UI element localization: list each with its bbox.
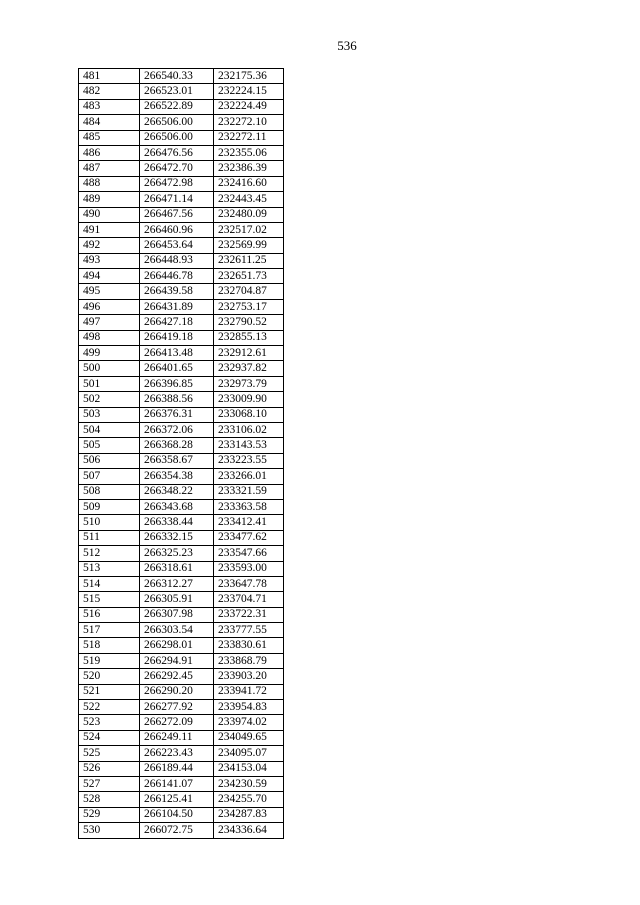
- x-coordinate-cell: 266249.11: [140, 730, 214, 745]
- y-coordinate-cell: 233223.55: [214, 453, 284, 468]
- y-coordinate-cell: 233830.61: [214, 638, 284, 653]
- x-coordinate-cell: 266446.78: [140, 269, 214, 284]
- x-coordinate-cell: 266104.50: [140, 807, 214, 822]
- table-row: [79, 715, 284, 730]
- x-coordinate-cell: 266368.28: [140, 438, 214, 453]
- y-coordinate-cell: 232937.82: [214, 361, 284, 376]
- point-number-cell: 505: [79, 438, 140, 453]
- point-number-cell: 496: [79, 299, 140, 314]
- x-coordinate-cell: 266332.15: [140, 530, 214, 545]
- y-coordinate-cell: 234255.70: [214, 792, 284, 807]
- x-coordinate-cell: 266292.45: [140, 669, 214, 684]
- table-row: [79, 222, 284, 237]
- table-row: [79, 761, 284, 776]
- point-number-cell: 489: [79, 192, 140, 207]
- table-row: [79, 130, 284, 145]
- point-number-cell: 520: [79, 669, 140, 684]
- y-coordinate-cell: 232855.13: [214, 330, 284, 345]
- table-row: [79, 592, 284, 607]
- table-row: [79, 253, 284, 268]
- y-coordinate-cell: 233903.20: [214, 669, 284, 684]
- coordinates-table-body: [79, 69, 284, 839]
- x-coordinate-cell: 266439.58: [140, 284, 214, 299]
- y-coordinate-cell: 232912.61: [214, 346, 284, 361]
- table-row: [79, 407, 284, 422]
- point-number-cell: 514: [79, 576, 140, 591]
- y-coordinate-cell: 233547.66: [214, 546, 284, 561]
- point-number-cell: 515: [79, 592, 140, 607]
- y-coordinate-cell: 233704.71: [214, 592, 284, 607]
- point-number-cell: 521: [79, 684, 140, 699]
- point-number-cell: 506: [79, 453, 140, 468]
- y-coordinate-cell: 233954.83: [214, 700, 284, 715]
- x-coordinate-cell: 266272.09: [140, 715, 214, 730]
- point-number-cell: 503: [79, 407, 140, 422]
- point-number-cell: 522: [79, 700, 140, 715]
- point-number-cell: 518: [79, 638, 140, 653]
- x-coordinate-cell: 266396.85: [140, 376, 214, 391]
- y-coordinate-cell: 233477.62: [214, 530, 284, 545]
- y-coordinate-cell: 234336.64: [214, 823, 284, 838]
- y-coordinate-cell: 233106.02: [214, 422, 284, 437]
- table-row: [79, 515, 284, 530]
- point-number-cell: 527: [79, 776, 140, 791]
- y-coordinate-cell: 233722.31: [214, 607, 284, 622]
- point-number-cell: 501: [79, 376, 140, 391]
- x-coordinate-cell: 266277.92: [140, 700, 214, 715]
- x-coordinate-cell: 266522.89: [140, 99, 214, 114]
- table-row: [79, 623, 284, 638]
- point-number-cell: 523: [79, 715, 140, 730]
- y-coordinate-cell: 232386.39: [214, 161, 284, 176]
- point-number-cell: 507: [79, 469, 140, 484]
- y-coordinate-cell: 233777.55: [214, 623, 284, 638]
- point-number-cell: 502: [79, 392, 140, 407]
- table-row: [79, 176, 284, 191]
- y-coordinate-cell: 233266.01: [214, 469, 284, 484]
- table-row: [79, 161, 284, 176]
- table-row: [79, 284, 284, 299]
- x-coordinate-cell: 266312.27: [140, 576, 214, 591]
- table-row: [79, 653, 284, 668]
- point-number-cell: 509: [79, 499, 140, 514]
- y-coordinate-cell: 233321.59: [214, 484, 284, 499]
- table-row: [79, 776, 284, 791]
- y-coordinate-cell: 232272.11: [214, 130, 284, 145]
- x-coordinate-cell: 266298.01: [140, 638, 214, 653]
- y-coordinate-cell: 234230.59: [214, 776, 284, 791]
- table-row: [79, 346, 284, 361]
- x-coordinate-cell: 266141.07: [140, 776, 214, 791]
- x-coordinate-cell: 266471.14: [140, 192, 214, 207]
- point-number-cell: 511: [79, 530, 140, 545]
- y-coordinate-cell: 232443.45: [214, 192, 284, 207]
- y-coordinate-cell: 233647.78: [214, 576, 284, 591]
- x-coordinate-cell: 266467.56: [140, 207, 214, 222]
- y-coordinate-cell: 232224.15: [214, 84, 284, 99]
- y-coordinate-cell: 232517.02: [214, 222, 284, 237]
- point-number-cell: 517: [79, 623, 140, 638]
- y-coordinate-cell: 232175.36: [214, 69, 284, 84]
- point-number-cell: 485: [79, 130, 140, 145]
- table-row: [79, 330, 284, 345]
- y-coordinate-cell: 234287.83: [214, 807, 284, 822]
- table-row: [79, 238, 284, 253]
- table-row: [79, 145, 284, 160]
- x-coordinate-cell: 266401.65: [140, 361, 214, 376]
- x-coordinate-cell: 266358.67: [140, 453, 214, 468]
- point-number-cell: 488: [79, 176, 140, 191]
- table-row: [79, 746, 284, 761]
- x-coordinate-cell: 266338.44: [140, 515, 214, 530]
- y-coordinate-cell: 232480.09: [214, 207, 284, 222]
- x-coordinate-cell: 266376.31: [140, 407, 214, 422]
- table-row: [79, 422, 284, 437]
- point-number-cell: 526: [79, 761, 140, 776]
- table-row: [79, 669, 284, 684]
- point-number-cell: 510: [79, 515, 140, 530]
- table-row: [79, 546, 284, 561]
- y-coordinate-cell: 233868.79: [214, 653, 284, 668]
- x-coordinate-cell: 266472.70: [140, 161, 214, 176]
- y-coordinate-cell: 232224.49: [214, 99, 284, 114]
- point-number-cell: 482: [79, 84, 140, 99]
- point-number-cell: 524: [79, 730, 140, 745]
- x-coordinate-cell: 266125.41: [140, 792, 214, 807]
- table-row: [79, 438, 284, 453]
- y-coordinate-cell: 233068.10: [214, 407, 284, 422]
- y-coordinate-cell: 232272.10: [214, 115, 284, 130]
- y-coordinate-cell: 232753.17: [214, 299, 284, 314]
- table-row: [79, 99, 284, 114]
- x-coordinate-cell: 266290.20: [140, 684, 214, 699]
- x-coordinate-cell: 266523.01: [140, 84, 214, 99]
- table-row: [79, 607, 284, 622]
- point-number-cell: 530: [79, 823, 140, 838]
- y-coordinate-cell: 233941.72: [214, 684, 284, 699]
- point-number-cell: 504: [79, 422, 140, 437]
- table-row: [79, 792, 284, 807]
- point-number-cell: 529: [79, 807, 140, 822]
- point-number-cell: 497: [79, 315, 140, 330]
- x-coordinate-cell: 266343.68: [140, 499, 214, 514]
- table-row: [79, 530, 284, 545]
- y-coordinate-cell: 233974.02: [214, 715, 284, 730]
- table-row: [79, 269, 284, 284]
- x-coordinate-cell: 266413.48: [140, 346, 214, 361]
- x-coordinate-cell: 266354.38: [140, 469, 214, 484]
- table-row: [79, 361, 284, 376]
- x-coordinate-cell: 266223.43: [140, 746, 214, 761]
- point-number-cell: 499: [79, 346, 140, 361]
- table-row: [79, 561, 284, 576]
- point-number-cell: 512: [79, 546, 140, 561]
- table-row: [79, 807, 284, 822]
- table-row: [79, 392, 284, 407]
- point-number-cell: 490: [79, 207, 140, 222]
- point-number-cell: 484: [79, 115, 140, 130]
- point-number-cell: 481: [79, 69, 140, 84]
- point-number-cell: 519: [79, 653, 140, 668]
- table-row: [79, 315, 284, 330]
- table-row: [79, 453, 284, 468]
- table-row: [79, 469, 284, 484]
- x-coordinate-cell: 266460.96: [140, 222, 214, 237]
- table-row: [79, 484, 284, 499]
- table-row: [79, 576, 284, 591]
- y-coordinate-cell: 233593.00: [214, 561, 284, 576]
- y-coordinate-cell: 233143.53: [214, 438, 284, 453]
- table-row: [79, 84, 284, 99]
- y-coordinate-cell: 234153.04: [214, 761, 284, 776]
- x-coordinate-cell: 266318.61: [140, 561, 214, 576]
- x-coordinate-cell: 266506.00: [140, 115, 214, 130]
- table-row: [79, 192, 284, 207]
- x-coordinate-cell: 266431.89: [140, 299, 214, 314]
- y-coordinate-cell: 234095.07: [214, 746, 284, 761]
- point-number-cell: 528: [79, 792, 140, 807]
- table-row: [79, 638, 284, 653]
- point-number-cell: 500: [79, 361, 140, 376]
- coordinates-table: [78, 68, 284, 839]
- point-number-cell: 495: [79, 284, 140, 299]
- x-coordinate-cell: 266427.18: [140, 315, 214, 330]
- x-coordinate-cell: 266388.56: [140, 392, 214, 407]
- point-number-cell: 525: [79, 746, 140, 761]
- x-coordinate-cell: 266419.18: [140, 330, 214, 345]
- y-coordinate-cell: 232569.99: [214, 238, 284, 253]
- table-row: [79, 730, 284, 745]
- x-coordinate-cell: 266476.56: [140, 145, 214, 160]
- x-coordinate-cell: 266072.75: [140, 823, 214, 838]
- point-number-cell: 494: [79, 269, 140, 284]
- point-number-cell: 516: [79, 607, 140, 622]
- table-row: [79, 823, 284, 838]
- x-coordinate-cell: 266540.33: [140, 69, 214, 84]
- x-coordinate-cell: 266448.93: [140, 253, 214, 268]
- point-number-cell: 486: [79, 145, 140, 160]
- y-coordinate-cell: 233412.41: [214, 515, 284, 530]
- x-coordinate-cell: 266348.22: [140, 484, 214, 499]
- y-coordinate-cell: 232973.79: [214, 376, 284, 391]
- x-coordinate-cell: 266325.23: [140, 546, 214, 561]
- point-number-cell: 508: [79, 484, 140, 499]
- table-row: [79, 684, 284, 699]
- x-coordinate-cell: 266303.54: [140, 623, 214, 638]
- table-row: [79, 115, 284, 130]
- point-number-cell: 487: [79, 161, 140, 176]
- y-coordinate-cell: 232611.25: [214, 253, 284, 268]
- y-coordinate-cell: 232790.52: [214, 315, 284, 330]
- table-row: [79, 700, 284, 715]
- x-coordinate-cell: 266506.00: [140, 130, 214, 145]
- point-number-cell: 483: [79, 99, 140, 114]
- table-row: [79, 207, 284, 222]
- x-coordinate-cell: 266307.98: [140, 607, 214, 622]
- point-number-cell: 498: [79, 330, 140, 345]
- point-number-cell: 493: [79, 253, 140, 268]
- table-row: [79, 69, 284, 84]
- point-number-cell: 491: [79, 222, 140, 237]
- page-number: 536: [337, 38, 357, 53]
- y-coordinate-cell: 232651.73: [214, 269, 284, 284]
- x-coordinate-cell: 266453.64: [140, 238, 214, 253]
- point-number-cell: 492: [79, 238, 140, 253]
- y-coordinate-cell: 232355.06: [214, 145, 284, 160]
- x-coordinate-cell: 266189.44: [140, 761, 214, 776]
- table-row: [79, 499, 284, 514]
- y-coordinate-cell: 233363.58: [214, 499, 284, 514]
- x-coordinate-cell: 266294.91: [140, 653, 214, 668]
- point-number-cell: 513: [79, 561, 140, 576]
- y-coordinate-cell: 232704.87: [214, 284, 284, 299]
- x-coordinate-cell: 266472.98: [140, 176, 214, 191]
- y-coordinate-cell: 234049.65: [214, 730, 284, 745]
- x-coordinate-cell: 266372.06: [140, 422, 214, 437]
- y-coordinate-cell: 233009.90: [214, 392, 284, 407]
- table-row: [79, 376, 284, 391]
- y-coordinate-cell: 232416.60: [214, 176, 284, 191]
- x-coordinate-cell: 266305.91: [140, 592, 214, 607]
- table-row: [79, 299, 284, 314]
